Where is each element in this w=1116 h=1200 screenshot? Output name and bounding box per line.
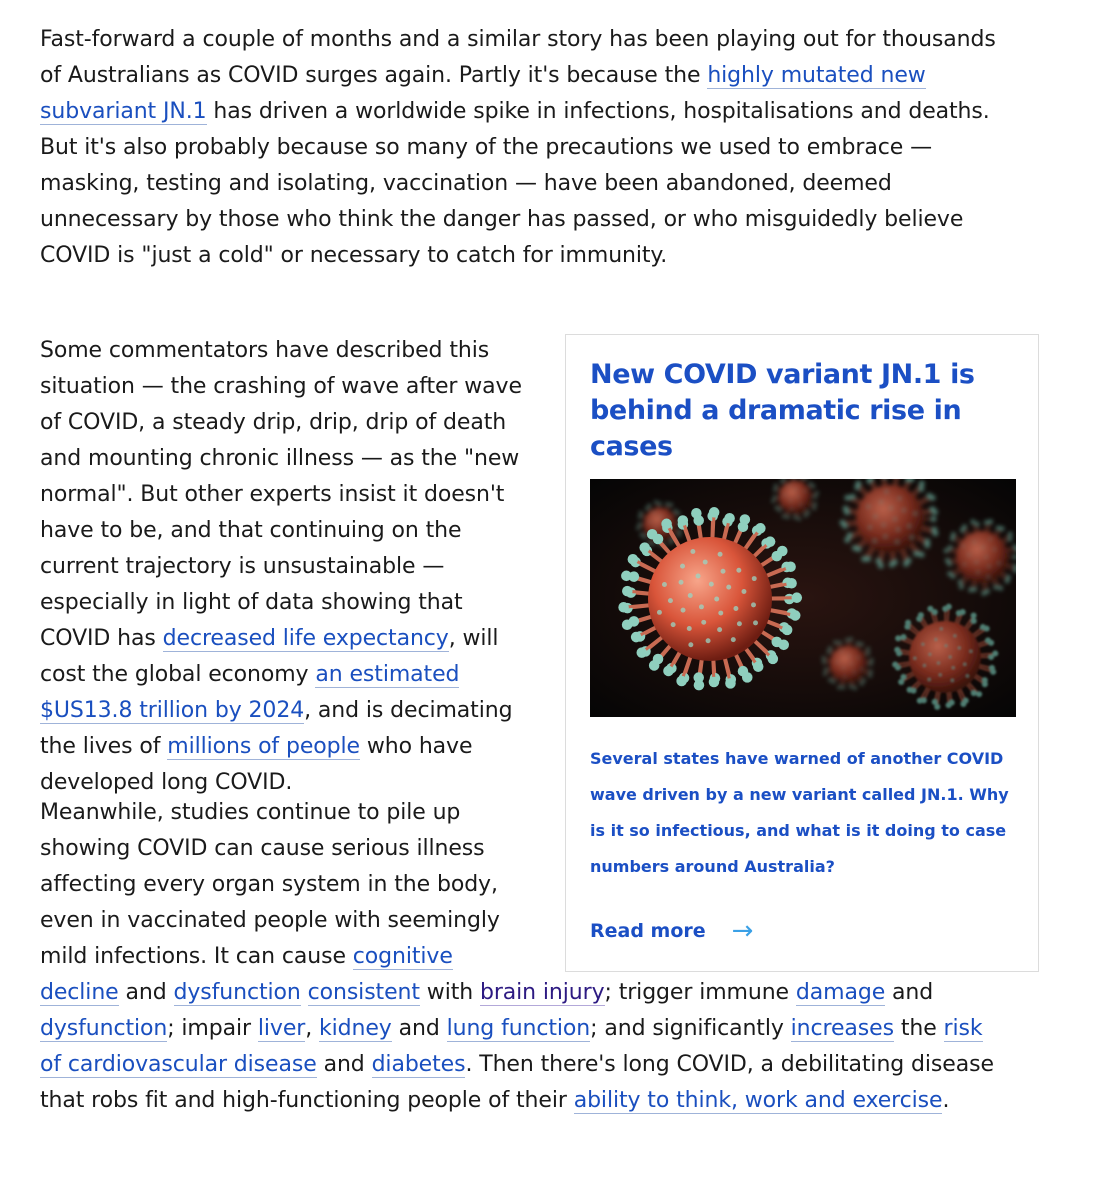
link-dysfunction-1[interactable]: dysfunction (173, 980, 301, 1005)
paragraph-text: and (118, 980, 174, 1005)
link-liver[interactable]: liver (257, 1016, 306, 1041)
link-diabetes[interactable]: diabetes (371, 1052, 466, 1077)
paragraph-2 (40, 333, 530, 801)
paragraph-text: ; trigger immune (604, 980, 796, 1005)
paragraph-text: Meanwhile, studies continue to pile up showing COVID can cause serious illness affecting every organ system in the body, even in vaccinated people with seemingly mild infections. It can cause (40, 800, 500, 969)
link-damage[interactable]: damage (795, 980, 886, 1005)
paragraph-text: Fast-forward a couple of months and a similar story has been playing out for thousands of Australians as COVID surges again. Partly it's because the (40, 27, 996, 88)
coronavirus-image (590, 479, 1016, 717)
paragraph-text: ; and significantly (590, 1016, 791, 1041)
paragraph-text: ; impair (167, 1016, 258, 1041)
paragraph-text (301, 980, 308, 1005)
link-kidney[interactable]: kidney (319, 1016, 392, 1041)
paragraph-text: with (419, 980, 480, 1005)
link-increases[interactable]: increases (790, 1016, 894, 1041)
arrow-right-icon: → (731, 916, 754, 946)
link-cognitive-decline[interactable]: cognitive decline (40, 944, 453, 1005)
paragraph-text: has driven a worldwide spike in infections, hospitalisations and deaths. But it's also probably because so many of the precautions we used to embrace — masking, testing and isolating, vaccination — have been abandoned, deemed unnecessary by those who think the danger has passed, or who misguidedly believe COVID is "just a cold" or necessary to catch for immunity. (40, 99, 990, 268)
card-title[interactable]: New COVID variant JN.1 is behind a dramatic rise in cases (590, 359, 975, 462)
paragraph-text: and (391, 1016, 447, 1041)
paragraph-text: and (885, 980, 934, 1005)
read-more-link[interactable] (590, 913, 753, 949)
link-decreased-life-expectancy[interactable]: decreased life expectancy (162, 626, 449, 651)
link-economy-cost[interactable]: an estimated $US13.8 trillion by 2024 (40, 662, 460, 723)
link-lung-function[interactable]: lung function (446, 1016, 591, 1041)
paragraph-text: . (942, 1088, 950, 1113)
paragraph-text: Some commentators have described this situation — the crashing of wave after wave of COVID, a steady drip, drip, drip of death and mounting chronic illness — as the "new normal". But other experts insist it doesn't have to be, and that continuing on the current trajectory is unsustainable — especially in light of data showing that COVID has (40, 338, 522, 651)
link-dysfunction-2[interactable]: dysfunction (40, 1016, 168, 1041)
paragraph-text: , will cost the global economy (40, 626, 499, 687)
paragraph-text: the (893, 1016, 944, 1041)
paragraph-1 (40, 22, 1000, 274)
link-brain-injury[interactable]: brain injury (479, 980, 605, 1005)
paragraph-text: . Then there's long COVID, a debilitating disease that robs fit and high-functioning people of their (40, 1052, 994, 1113)
link-consistent[interactable]: consistent (307, 980, 420, 1005)
card-description: Several states have warned of another COVID wave driven by a new variant called JN.1. Why is it so infectious, and what is it doing to case numbers around Australia? (590, 749, 1009, 876)
paragraph-text: and (316, 1052, 372, 1077)
related-article-card[interactable] (565, 334, 1039, 972)
paragraph-text: , and is decimating the lives of (40, 698, 513, 759)
paragraph-text: , (305, 1016, 319, 1041)
coronavirus-illustration[interactable] (590, 479, 1016, 717)
link-ability-to-think[interactable]: ability to think, work and exercise (573, 1088, 943, 1113)
link-cardiovascular-risk[interactable]: risk of cardiovascular disease (40, 1016, 983, 1077)
paragraph-text: who have developed long COVID. (40, 734, 473, 795)
link-jn1-subvariant[interactable]: highly mutated new subvariant JN.1 (40, 63, 926, 124)
link-millions-of-people[interactable]: millions of people (167, 734, 360, 759)
read-more-label: Read more (590, 920, 706, 942)
